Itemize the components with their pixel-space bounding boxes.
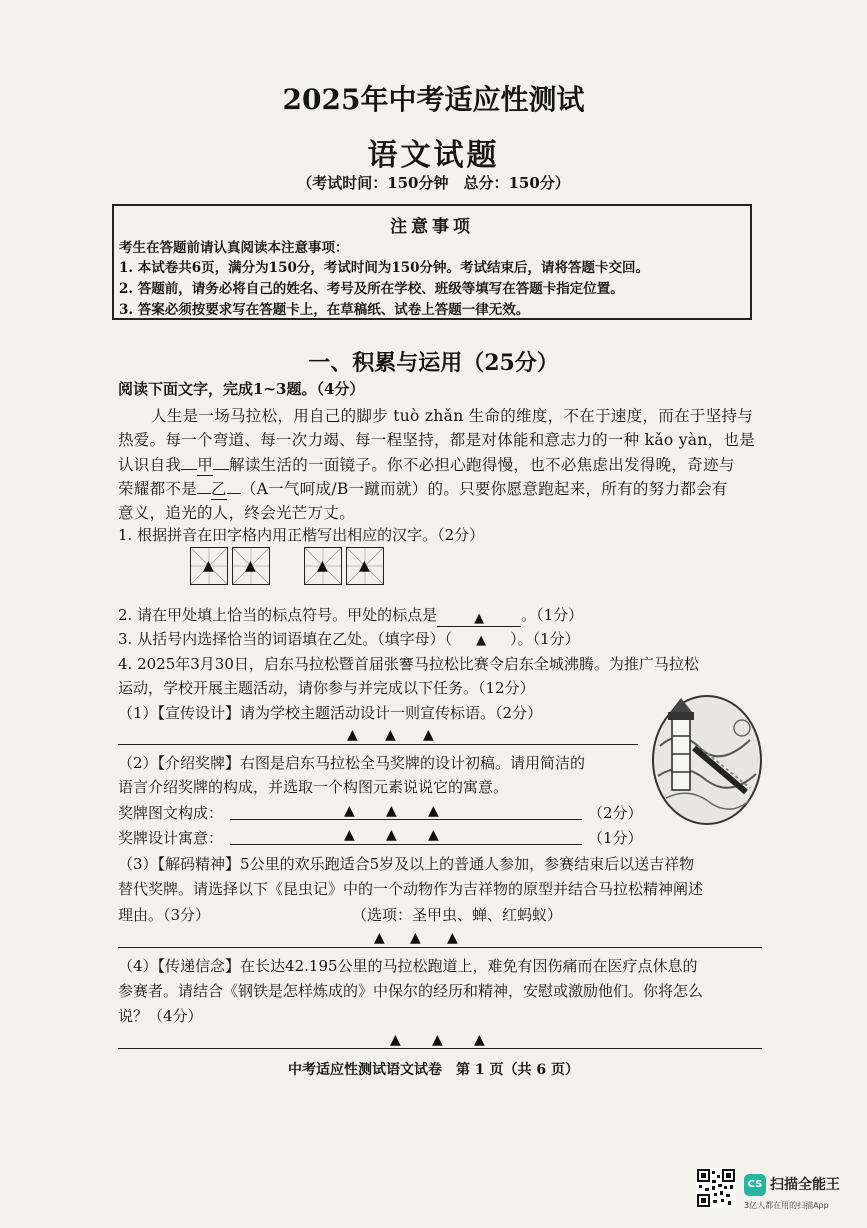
question-4-line-2: 运动，学校开展主题活动，请你参与并完成以下任务。（12分） xyxy=(118,679,535,697)
exam-info: （考试时间：150分钟 总分：150分） xyxy=(297,174,570,192)
question-4-2-line-1: （2）【介绍奖牌】右图是启东马拉松全马奖牌的设计初稿。请用简洁的 xyxy=(118,754,586,772)
question-4-4-line-2: 参赛者。请结合《钢铁是怎样炼成的》中保尔的经历和精神，安慰或激励他们。你将怎么 xyxy=(118,982,704,1000)
notice-box xyxy=(112,204,752,320)
medal-meaning-score: （1分） xyxy=(588,829,643,847)
answer-line-medal-meaning[interactable] xyxy=(230,844,582,845)
scanner-watermark xyxy=(744,1172,848,1212)
notice-intro: 考生在答题前请认真阅读本注意事项： xyxy=(119,240,349,256)
notice-item-3: 3. 答案必须按要求写在答题卡上，在草稿纸、试卷上答题一律无效。 xyxy=(119,302,530,318)
medal-composition-score: （2分） xyxy=(588,804,643,822)
answer-mark: ▲ xyxy=(374,930,385,946)
answer-mark: ▲ xyxy=(474,1032,485,1048)
question-4-3-line-1: （3）【解码精神】5公里的欢乐跑适合5岁及以上的普通人参加，参赛结束后以送吉祥物 xyxy=(118,855,695,873)
passage-line-1: 人生是一场马拉松，用自己的脚步 tuò zhǎn 生命的维度，不在于速度，而在于坚持与 xyxy=(151,407,754,425)
tianzige-box-2[interactable] xyxy=(232,547,270,585)
answer-line-q4-4[interactable] xyxy=(118,1048,762,1049)
answer-line-q4-1[interactable] xyxy=(118,744,638,745)
question-2 xyxy=(118,604,583,625)
question-1: 1. 根据拼音在田字格内用正楷写出相应的汉字。（2分） xyxy=(118,526,485,544)
passage-line-5: 意义，追光的人，终会光芒万丈。 xyxy=(118,504,356,522)
passage-line-2: 热爱。每一个弯道、每一次力竭、每一程坚持，都是对体能和意志力的一种 kǎo yàn，也是 xyxy=(118,431,756,449)
answer-mark: ▲ xyxy=(347,727,358,743)
passage-line-3a: 认识自我 xyxy=(118,456,182,474)
question-2-text: 2. 请在甲处填上恰当的标点符号。甲处的标点是 xyxy=(118,606,438,624)
answer-mark: ▲ xyxy=(423,727,434,743)
answer-mark: ▲ xyxy=(447,930,458,946)
question-4-2-line-2: 语言介绍奖牌的构成，并选取一个构图元素说说它的寓意。 xyxy=(118,778,509,796)
answer-mark: ▲ xyxy=(410,930,421,946)
answer-mark: ▲ xyxy=(474,611,485,626)
blank-post-jia xyxy=(213,469,229,470)
medal-meaning-label: 奖牌设计寓意： xyxy=(118,829,224,847)
answer-mark: ▲ xyxy=(317,558,328,574)
answer-mark: ▲ xyxy=(386,803,397,819)
scanner-tagline: 3亿人都在用的扫描App xyxy=(744,1201,829,1210)
question-4-3-options: （选项：圣甲虫、蝉、红蚂蚁） xyxy=(352,906,563,924)
passage-line-4b: （A一气呵成/B一蹴而就）的。只要你愿意跑起来，所有的努力都会有 xyxy=(240,480,728,498)
question-4-line-1: 4. 2025年3月30日，启东马拉松暨首届张謇马拉松比赛令启东全城沸腾。为推广马拉松 xyxy=(118,655,699,673)
tianzige-box-4[interactable] xyxy=(346,547,384,585)
tianzige-box-1[interactable] xyxy=(190,547,228,585)
answer-line-medal-composition[interactable] xyxy=(230,819,582,820)
question-4-1: （1）【宣传设计】请为学校主题活动设计一则宣传标语。（2分） xyxy=(118,704,543,722)
question-3 xyxy=(118,628,580,649)
answer-line-q4-3[interactable] xyxy=(118,947,762,948)
answer-mark: ▲ xyxy=(344,827,355,843)
answer-mark: ▲ xyxy=(390,1032,401,1048)
answer-mark: ▲ xyxy=(476,633,487,648)
medal-image xyxy=(650,688,763,828)
blank-pre-yi xyxy=(197,493,211,494)
passage-line-4a: 荣耀都不是 xyxy=(118,480,198,498)
passage-line-3b: 解读生活的一面镜子。你不必担心跑得慢，也不必焦虑出发得晚，奇迹与 xyxy=(229,456,735,474)
question-4-4-line-1: （4）【传递信念】在长达42.195公里的马拉松跑道上，难免有因伤痛而在医疗点休息的 xyxy=(118,957,698,975)
camscanner-logo: CS xyxy=(744,1174,766,1196)
answer-blank-q3[interactable] xyxy=(452,630,510,648)
question-3-text: 3. 从括号内选择恰当的词语填在乙处。（填字母）（ xyxy=(118,630,453,648)
question-4-3-line-2: 替代奖牌。请选择以下《昆虫记》中的一个动物作为吉祥物的原型并结合马拉松精神阐述 xyxy=(118,880,704,898)
subject-title: 语文试题 xyxy=(367,138,500,173)
passage-line-3 xyxy=(118,453,735,476)
passage-line-4 xyxy=(118,477,728,500)
answer-mark: ▲ xyxy=(428,827,439,843)
question-4-3-line-3: 理由。（3分） xyxy=(118,906,211,924)
answer-mark: ▲ xyxy=(245,558,256,574)
answer-mark: ▲ xyxy=(359,558,370,574)
answer-mark: ▲ xyxy=(428,803,439,819)
medal-composition-label: 奖牌图文构成： xyxy=(118,804,224,822)
exam-title: 2025年中考适应性测试 xyxy=(282,83,585,116)
answer-mark: ▲ xyxy=(432,1032,443,1048)
qr-code-icon xyxy=(696,1168,736,1208)
answer-mark: ▲ xyxy=(203,558,214,574)
blank-pre-jia xyxy=(181,469,197,470)
section-title: 一、积累与运用（25分） xyxy=(308,350,559,376)
answer-mark: ▲ xyxy=(344,803,355,819)
notice-item-2: 2. 答题前，请务必将自己的姓名、考号及所在学校、班级等填写在答题卡指定位置。 xyxy=(119,281,624,297)
notice-item-1: 1. 本试卷共6页，满分为150分，考试时间为150分钟。考试结束后，请将答题卡交回。 xyxy=(119,260,650,276)
reading-instruction: 阅读下面文字，完成1~3题。（4分） xyxy=(118,380,365,398)
answer-mark: ▲ xyxy=(386,827,397,843)
notice-title: 注意事项 xyxy=(390,217,474,237)
question-3-tail: ）。（1分） xyxy=(510,630,580,648)
scanner-name: 扫描全能王 xyxy=(770,1177,840,1193)
question-2-tail: 。（1分） xyxy=(521,606,584,624)
answer-mark: ▲ xyxy=(385,727,396,743)
blank-yi: 乙 xyxy=(211,477,227,500)
answer-blank-q2[interactable] xyxy=(437,608,521,627)
blank-jia: 甲 xyxy=(197,453,213,476)
tianzige-box-3[interactable] xyxy=(304,547,342,585)
page-footer: 中考适应性测试语文试卷 第 1 页（共 6 页） xyxy=(288,1062,579,1078)
blank-post-yi xyxy=(227,493,241,494)
question-4-4-line-3: 说？（4分） xyxy=(118,1007,203,1025)
